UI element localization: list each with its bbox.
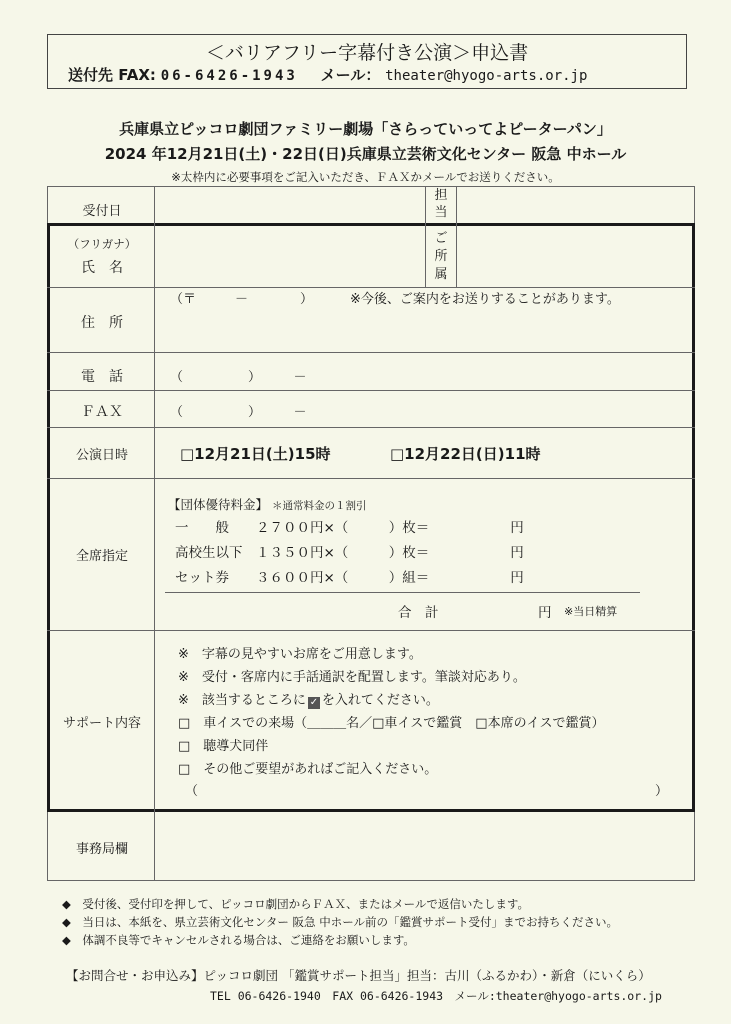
note-cancel: ◆ 体調不良等でキャンセルされる場合は、ご連絡をお願いします。 [62,933,415,947]
checked-box-icon: ✓ [309,697,319,708]
support-wheelchair[interactable]: □ 車イスでの来場（＿＿＿名／□車イスで鑑賞 □本席のイスで鑑賞） [178,716,605,731]
performance-option-dec21[interactable]: □12月21日(土)15時 [180,445,331,463]
fax-label-row: ＦＡＸ [81,404,123,420]
support-hearing-dog[interactable]: □ 聴導犬同伴 [178,739,269,754]
mail-address: theater@hyogo-arts.or.jp [385,68,588,84]
seating-label: 全席指定 [75,549,128,564]
fax-number: 06-6426-1943 [160,68,298,84]
office-label: 事務局欄 [75,842,128,857]
total-yen: 円 [538,605,552,621]
event-dates-venue: 2024 年12月21日(土)・22日(日)兵庫県立芸術文化センター 阪急 中ホール [104,145,627,163]
contact-numbers: TEL 06-6426-1940 FAX 06-6426-1943 メール:theater@hyogo-arts.or.jp [210,989,662,1003]
name-label: 氏 名 [81,260,123,276]
form-title: ＜バリアフリー字幕付き公演＞申込書 [205,42,529,64]
header-box [47,34,687,89]
same-day-note: ※当日精算 [564,605,618,618]
price-general-row: 一 般 ２７００円×（ ）枚＝ 円 [175,520,524,536]
reception-date-label: 受付日 [82,204,122,219]
group-rate-label [168,495,367,513]
support-note-check-post: を入れてください。 [321,693,439,708]
affiliation-label: ご所属 [434,231,448,282]
header-contact [68,64,587,85]
mail-label: メール： [320,66,381,84]
postal-code-field: （〒 － ） [170,292,314,307]
support-label: サポート内容 [62,716,141,731]
instruction: ※太枠内に必要事項をご記入いただき、ＦＡＸかメールでお送りください。 [171,170,560,184]
performance-label: 公演日時 [75,448,128,463]
address-note: ※今後、ご案内をお送りすることがあります。 [350,292,620,307]
note-bring-form: ◆ 当日は、本紙を、県立芸術文化センター 阪急 中ホール前の「鑑賞サポート受付」までお持ちください。 [62,915,618,929]
fax-label: 送付先 FAX: [68,66,156,84]
group-rate-note: ＊通常料金の１割引 [272,500,367,512]
group-rate-title: 【団体優待料金】 [168,497,269,512]
furigana-label: （フリガナ） [67,237,137,251]
performance-option-dec22[interactable]: □12月22日(日)11時 [390,445,541,463]
support-other[interactable]: □ その他ご要望があればご記入ください。 [178,762,438,777]
support-note-check [178,689,439,709]
staff-label: 担当 [434,188,448,220]
support-note-interpreter: ※ 受付・客席内に手話通訳を配置します。筆談対応あり。 [178,670,526,685]
total-label: 合 計 [398,605,439,621]
address-label: 住 所 [81,315,123,331]
support-note-seats: ※ 字幕の見やすいお席をご用意します。 [178,647,422,662]
phone-field: （ ） － [170,370,307,385]
price-student-row: 高校生以下 １３５０円×（ ）枚＝ 円 [175,545,524,561]
note-reply: ◆ 受付後、受付印を押して、ピッコロ劇団からＦＡＸ、またはメールで返信いたします。 [62,897,529,911]
event-title: 兵庫県立ピッコロ劇団ファミリー劇場「さらっていってよピーターパン」 [119,120,612,138]
phone-label: 電 話 [81,369,123,385]
contact-line: 【お問合せ・お申込み】ピッコロ劇団 「鑑賞サポート担当」担当：古川（ふるかわ）・新倉（にいくら） [66,968,651,983]
support-other-close-paren: ） [655,784,669,799]
support-note-check-pre: ※ 該当するところに [178,693,306,708]
price-set-row: セット券 ３６００円×（ ）組＝ 円 [175,570,524,586]
support-other-open-paren: （ [185,784,199,799]
fax-field: （ ） － [170,405,307,420]
